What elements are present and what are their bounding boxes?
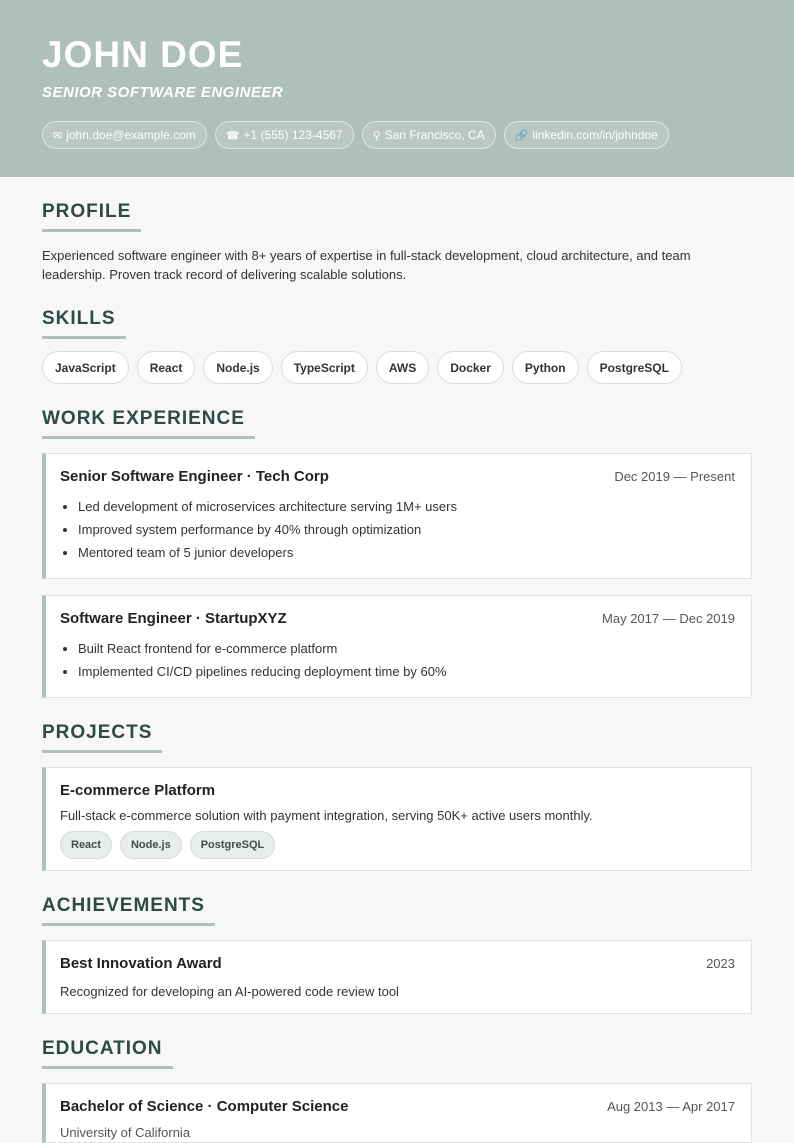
- projects-heading: PROJECTS: [42, 722, 162, 753]
- contact-email-text: john.doe@example.com: [66, 128, 196, 142]
- profile-summary: Experienced software engineer with 8+ years of expertise in full-stack development, cloud architecture, and team leadership. Proven track record of delivering scalable solutions.: [42, 248, 691, 282]
- contact-linkedin[interactable]: [504, 121, 669, 149]
- achievement-title: Best Innovation Award: [60, 955, 222, 972]
- job-bullet: • Built React frontend for e-commerce platform: [78, 637, 735, 660]
- link-icon: 🔗: [514, 129, 529, 142]
- location-pin-icon: ⚲: [372, 129, 381, 142]
- job-bullet: • Led development of microservices architecture serving 1M+ users: [78, 495, 735, 518]
- degree-title: Bachelor of Science · Computer Science: [60, 1098, 349, 1115]
- project-title: E-commerce Platform: [60, 782, 216, 799]
- job-bullet: • Implemented CI/CD pipelines reducing deployment time by 60%: [78, 660, 735, 683]
- contact-phone-text: +1 (555) 123-4567: [243, 128, 343, 142]
- project-description: Full-stack e-commerce solution with payment integration, serving 50K+ active users monthly.: [60, 808, 593, 823]
- job-bullets: [60, 495, 735, 564]
- skill-chip: React: [137, 351, 196, 384]
- contact-email[interactable]: [42, 121, 207, 149]
- education-dates: Aug 2013 — Apr 2017: [607, 1099, 735, 1114]
- profile-section: [42, 201, 752, 284]
- skill-chip: JavaScript: [42, 351, 129, 384]
- job-title: SENIOR SOFTWARE ENGINEER: [42, 84, 284, 101]
- projects-section: [42, 722, 752, 871]
- job-bullet: • Improved system performance by 40% through optimization: [78, 518, 735, 541]
- phone-icon: ☎: [225, 129, 240, 142]
- achievement-year: 2023: [706, 956, 735, 971]
- achievement-card: [42, 940, 752, 1014]
- contact-linkedin-text: linkedin.com/in/johndoe: [532, 128, 658, 142]
- mail-icon: ✉: [53, 129, 63, 142]
- job-title: Senior Software Engineer · Tech Corp: [60, 468, 329, 485]
- job-bullet: • Mentored team of 5 junior developers: [78, 541, 735, 564]
- skills-list: [42, 351, 752, 384]
- resume-header: [0, 0, 794, 177]
- job-card: [42, 595, 752, 698]
- project-tags: [60, 831, 735, 859]
- job-card: [42, 453, 752, 579]
- skill-chip: PostgreSQL: [587, 351, 682, 384]
- school-name: University of California: [60, 1125, 191, 1140]
- skill-chip: Node.js: [203, 351, 272, 384]
- resume-body: [0, 201, 794, 1143]
- education-card: [42, 1083, 752, 1143]
- skill-chip: Docker: [437, 351, 504, 384]
- project-tag: Node.js: [120, 831, 182, 859]
- project-tag: PostgreSQL: [190, 831, 276, 859]
- education-heading: EDUCATION: [42, 1038, 173, 1069]
- candidate-name: JOHN DOE: [42, 34, 244, 75]
- achievement-description: Recognized for developing an AI-powered code review tool: [60, 984, 399, 999]
- skills-heading: SKILLS: [42, 308, 126, 339]
- work-experience-section: [42, 408, 752, 698]
- contact-list: [42, 121, 752, 149]
- skill-chip: AWS: [376, 351, 429, 384]
- contact-phone[interactable]: [215, 121, 354, 149]
- job-title: Software Engineer · StartupXYZ: [60, 610, 287, 627]
- work-experience-heading: WORK EXPERIENCE: [42, 408, 255, 439]
- job-dates: May 2017 — Dec 2019: [602, 611, 735, 626]
- achievements-heading: ACHIEVEMENTS: [42, 895, 215, 926]
- education-section: [42, 1038, 752, 1143]
- job-dates: Dec 2019 — Present: [614, 469, 735, 484]
- job-bullets: [60, 637, 735, 683]
- project-tag: React: [60, 831, 112, 859]
- skill-chip: TypeScript: [281, 351, 368, 384]
- project-card: [42, 767, 752, 871]
- profile-heading: PROFILE: [42, 201, 141, 232]
- achievements-section: [42, 895, 752, 1014]
- skills-section: [42, 308, 752, 384]
- skill-chip: Python: [512, 351, 579, 384]
- contact-location-text: San Francisco, CA: [384, 128, 485, 142]
- contact-location: [362, 121, 496, 149]
